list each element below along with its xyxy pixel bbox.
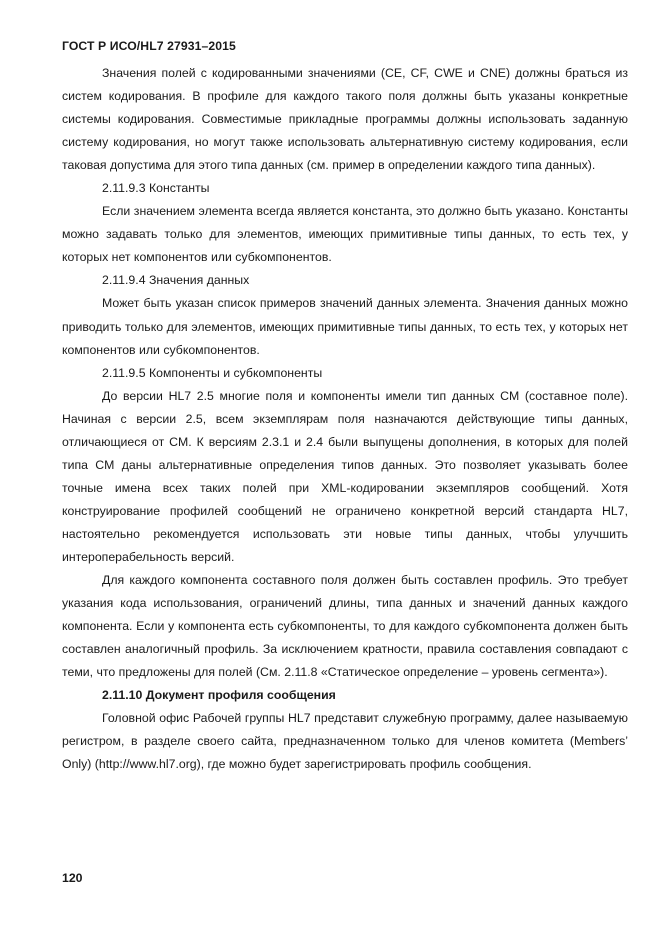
section-heading-profile-document: 2.11.10 Документ профиля сообщения xyxy=(102,688,336,703)
paragraph-components-profile: Для каждого компонента составного поля должен быть составлен профиль. Это требует указания кода использования, ограничений длины, типа данных и значений данных каждого компонента. Если у компонента есть субкомпоненты, то для каждого субкомпонента должен быть составлен аналогичный профиль. За исключением кратности, правила составления совпадают с теми, что предложены для полей (См. 2.11.8 «Статическое определение – уровень сегмента»). xyxy=(62,573,628,680)
page-number: 120 xyxy=(62,871,83,885)
document-body xyxy=(62,62,628,776)
paragraph-components-cm: До версии HL7 2.5 многие поля и компоненты имели тип данных CM (составное поле). Начиная с версии 2.5, всем экземплярам поля назначаются действующие типы данных, отличающиеся от CM. К версиям 2.3.1 и 2.4 были выпущены дополнения, в которых для полей типа CM даны альтернативные определения типов данных. Это позволяет указывать более точные имена всех таких полей при XML-кодировании экземпляров сообщений. Хотя конструирование профилей сообщений не ограничено конкретной версий стандарта HL7, настоятельно рекомендуется использовать эти новые типы данных, чтобы улучшить интероперабельность версий. xyxy=(62,388,628,564)
paragraph-data-values: Может быть указан список примеров значений данных элемента. Значения данных можно приводить только для элементов, имеющих примитивные типы данных, то есть тех, у которых нет компонентов или субкомпонентов. xyxy=(62,296,628,357)
document-standard-header: ГОСТ Р ИСО/HL7 27931–2015 xyxy=(62,39,236,53)
subheading-components: 2.11.9.5 Компоненты и субкомпоненты xyxy=(102,365,323,380)
subheading-constants: 2.11.9.3 Константы xyxy=(102,181,210,196)
subheading-data-values: 2.11.9.4 Значения данных xyxy=(102,273,250,288)
paragraph-constants: Если значением элемента всегда является константа, это должно быть указано. Константы можно задавать только для элементов, имеющих примитивные типы данных, то есть тех, у которых нет компонентов или субкомпонентов. xyxy=(62,204,628,265)
paragraph-coded-values: Значения полей с кодированными значениями (CE, CF, CWE и CNE) должны браться из систем кодирования. В профиле для каждого такого поля должны быть указаны конкретные системы кодирования. Совместимые прикладные программы должны использовать заданную систему кодирования, но могут также использовать альтернативную систему кодирования, если таковая допустима для этого типа данных (см. пример в определении каждого типа данных). xyxy=(62,66,628,173)
paragraph-profile-registry: Головной офис Рабочей группы HL7 представит служебную программу, далее называемую регистром, в разделе своего сайта, предназначенном только для членов комитета (Members’ Only) (http://www.hl7.org), где можно будет зарегистрировать профиль сообщения. xyxy=(62,711,628,772)
